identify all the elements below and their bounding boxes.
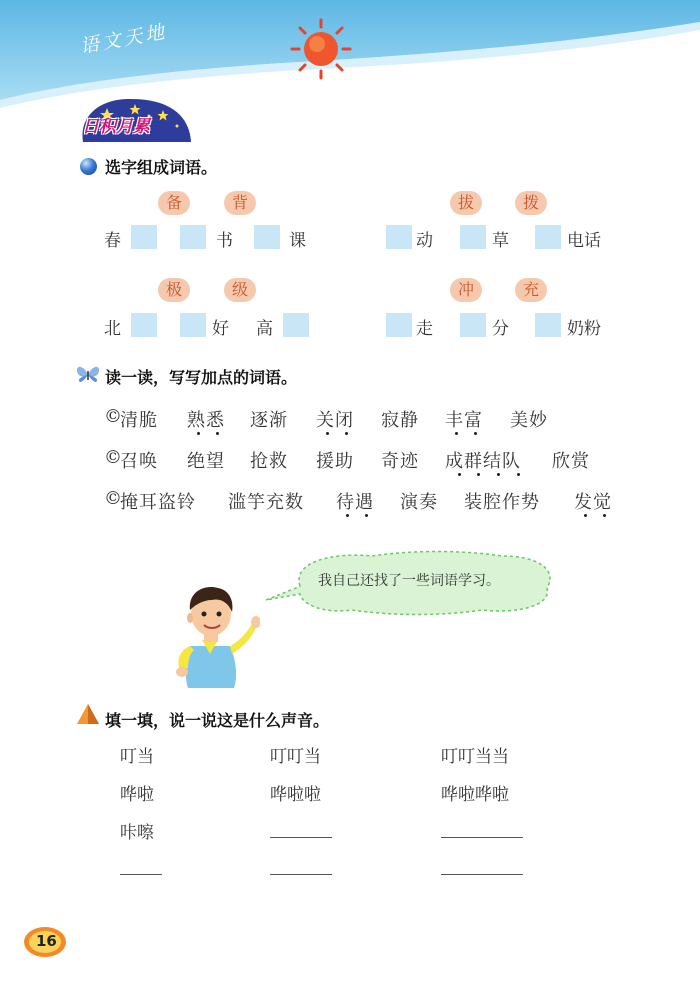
answer-box[interactable] (254, 225, 280, 249)
word-part: 走 (416, 319, 433, 339)
pyramid-icon (76, 703, 100, 725)
row-marker: © (104, 447, 123, 468)
sound-word: 叮当 (120, 747, 154, 767)
answer-line[interactable] (270, 837, 332, 838)
word-part: 草 (492, 231, 509, 251)
char-chip: 充 (515, 278, 547, 302)
word-part: 课 (289, 231, 306, 251)
answer-box[interactable] (386, 225, 412, 249)
vocab-word: 丰富 (445, 410, 483, 431)
vocab-word: 寂静 (381, 410, 419, 431)
emphasis-dot (345, 432, 348, 435)
emphasis-dot (477, 473, 480, 476)
section1-title: 选字组成词语。 (105, 158, 218, 177)
vocab-word: 抢救 (250, 451, 288, 472)
vocab-word: 欣赏 (552, 451, 590, 472)
word-part: 奶粉 (567, 319, 601, 339)
vocab-word: 待遇 (336, 492, 374, 513)
butterfly-icon (76, 365, 100, 385)
sound-word: 叮叮当当 (441, 747, 509, 767)
word-part: 北 (104, 319, 121, 339)
emphasis-dot (197, 432, 200, 435)
row-marker: © (104, 406, 123, 427)
answer-line[interactable] (270, 874, 332, 875)
vocab-word: 清脆 (120, 410, 158, 431)
answer-line[interactable] (441, 874, 523, 875)
emphasis-dot (517, 473, 520, 476)
emphasis-dot (458, 473, 461, 476)
emphasis-dot (584, 514, 587, 517)
answer-box[interactable] (180, 313, 206, 337)
speech-text: 我自己还找了一些词语学习。 (318, 573, 500, 589)
sound-word: 叮叮当 (270, 747, 321, 767)
sound-word: 咔嚓 (120, 823, 154, 843)
emphasis-dot (346, 514, 349, 517)
section2-title: 读一读，写写加点的词语。 (105, 368, 298, 387)
char-chip: 背 (224, 191, 256, 215)
char-chip: 冲 (450, 278, 482, 302)
word-part: 春 (104, 231, 121, 251)
answer-box[interactable] (460, 225, 486, 249)
vocab-word: 成群结队 (445, 451, 521, 472)
char-chip: 拨 (515, 191, 547, 215)
emphasis-dot (216, 432, 219, 435)
vocab-word: 发觉 (574, 492, 612, 513)
vocab-word: 美妙 (510, 410, 548, 431)
sphere-bullet-icon (80, 158, 97, 175)
word-part: 分 (492, 319, 509, 339)
boy-illustration (168, 580, 260, 690)
vocab-word: 装腔作势 (464, 492, 540, 513)
word-part: 电话 (567, 231, 601, 251)
answer-box[interactable] (386, 313, 412, 337)
answer-box[interactable] (131, 313, 157, 337)
badge-label: 日积月累 (82, 117, 150, 137)
emphasis-dot (603, 514, 606, 517)
sound-word: 哗啦 (120, 785, 154, 805)
word-part: 好 (212, 319, 229, 339)
vocab-word: 召唤 (120, 451, 158, 472)
emphasis-dot (497, 473, 500, 476)
section3-title: 填一填，说一说这是什么声音。 (105, 711, 330, 730)
emphasis-dot (326, 432, 329, 435)
vocab-word: 奇迹 (381, 451, 419, 472)
char-chip: 级 (224, 278, 256, 302)
char-chip: 极 (158, 278, 190, 302)
header-title: 语文天地 (78, 20, 169, 58)
sound-word: 哗啦哗啦 (441, 785, 509, 805)
vocab-word: 逐渐 (250, 410, 288, 431)
answer-box[interactable] (283, 313, 309, 337)
vocab-word: 滥竽充数 (228, 492, 304, 513)
answer-box[interactable] (535, 313, 561, 337)
char-chip: 拔 (450, 191, 482, 215)
vocab-word: 熟悉 (187, 410, 225, 431)
emphasis-dot (365, 514, 368, 517)
word-part: 书 (216, 231, 233, 251)
word-part: 动 (416, 231, 433, 251)
answer-box[interactable] (535, 225, 561, 249)
vocab-word: 掩耳盗铃 (120, 492, 196, 513)
answer-box[interactable] (131, 225, 157, 249)
answer-line[interactable] (441, 837, 523, 838)
row-marker: © (104, 488, 123, 509)
answer-box[interactable] (460, 313, 486, 337)
vocab-word: 演奏 (400, 492, 438, 513)
char-chip: 备 (158, 191, 190, 215)
emphasis-dot (455, 432, 458, 435)
answer-box[interactable] (180, 225, 206, 249)
answer-line[interactable] (120, 874, 162, 875)
word-part: 高 (256, 319, 273, 339)
vocab-word: 关闭 (316, 410, 354, 431)
emphasis-dot (474, 432, 477, 435)
sound-word: 哗啦啦 (270, 785, 321, 805)
sun-icon (290, 18, 352, 80)
vocab-word: 绝望 (187, 451, 225, 472)
page-number: 16 (36, 932, 57, 950)
vocab-word: 援助 (316, 451, 354, 472)
